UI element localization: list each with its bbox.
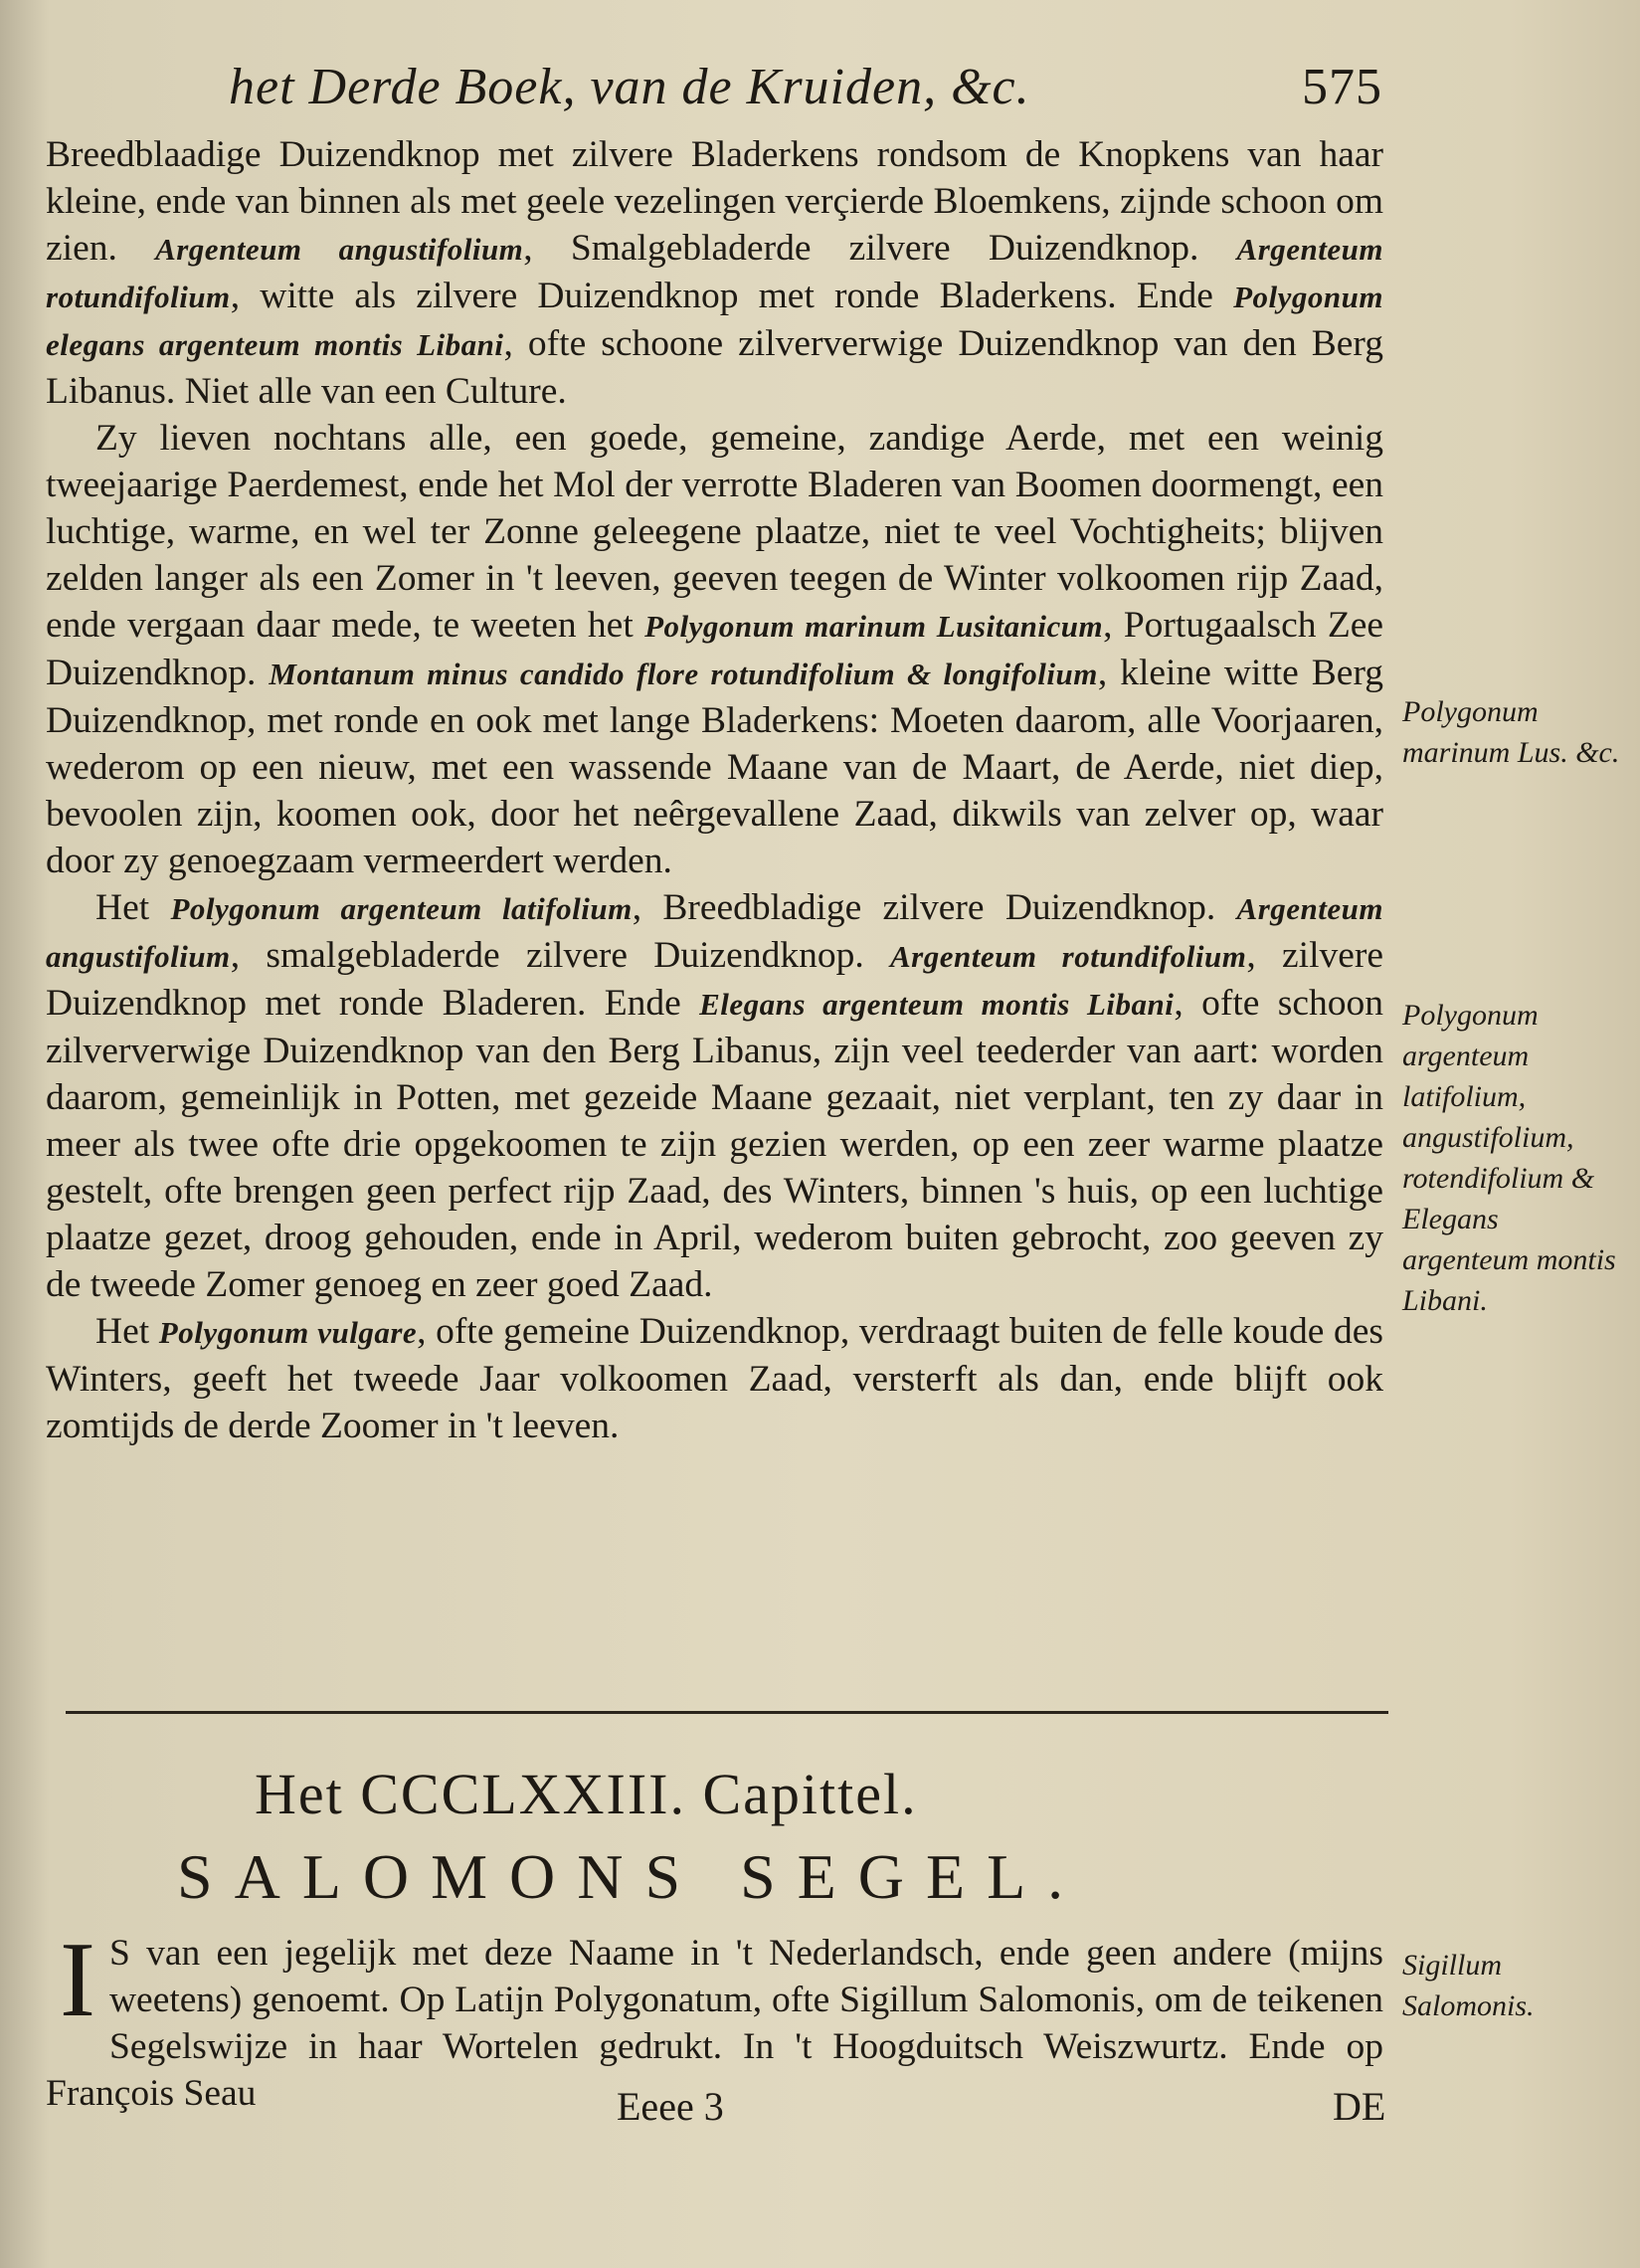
- latin-term: Montanum minus candido flore rotundifolium & longifolium: [269, 657, 1098, 691]
- text-run: , Smalgebladerde zilvere Duizendknop.: [523, 228, 1237, 269]
- margin-note-2: Polygonum argenteum latifolium, angustifolium, rotendifolium & Elegans argenteum montis Libani.: [1402, 999, 1616, 1317]
- latin-term: Polygonum argenteum latifolium: [170, 891, 633, 926]
- chapter-heading: Het CCCLXXIII. Capittel.: [255, 1762, 918, 1826]
- header-title: het Derde Boek, van de Kruiden, &c.: [229, 59, 1030, 115]
- page-number: 575: [1302, 59, 1382, 115]
- latin-term: Polygonum elegans argenteum montis Libani: [46, 280, 1383, 362]
- latin-term: Argenteum angustifolium: [46, 891, 1383, 974]
- margin-note-3: Sigillum Salomonis.: [1402, 1949, 1535, 2022]
- latin-term: Argenteum angustifolium: [155, 232, 524, 267]
- text-run: , witte als zilvere Duizendknop met ronde Bladerkens. Ende: [230, 276, 1234, 316]
- latin-term: Polygonum marinum Lusitanicum: [644, 609, 1104, 644]
- latin-term: Polygonum vulgare: [158, 1315, 418, 1350]
- text-run: Het: [95, 887, 171, 928]
- chapter-title: SALOMONS SEGEL.: [177, 1841, 1086, 1912]
- text-run: , ofte schoon zilververwige Duizendknop van den Berg Libanus, zijn veel teederder van aart: worden daarom, gemeinlijk in Potten, met gezeide Maane gezaait, niet verplant, ten zy daar in meer als twee ofte drie opgekoomen te zijn gezien werden, op een zeer warme plaatze gestelt, ofte brengen geen perfect rijp Zaad, des Winters, binnen 's huis, op een luchtige plaatze gezet, droog gehouden, ende in April, wederom buiten gebrocht, zoo geeven zy de tweede Zomer genoeg en zeer goed Zaad.: [46, 983, 1383, 1305]
- text-run: , Portugaalsch Zee Duizendknop.: [46, 605, 1384, 693]
- chapter-paragraph: S van een jegelijk met deze Naame in 't Nederlandsch, ende geen andere (mijns weetens) genoemt. Op Latijn Polygonatum, ofte Sigillum Salomonis, om de teikenen Segelswijze in haar Wortelen gedrukt. In 't Hoogduitsch Weiszwurtz. Ende op François Seau: [46, 1933, 1383, 2114]
- latin-term: Argenteum rotundifolium: [890, 939, 1247, 974]
- margin-note-1: Polygonum marinum Lus. &c.: [1402, 695, 1620, 769]
- text-run: , smalgebladerde zilvere Duizendknop.: [230, 935, 890, 976]
- latin-term: Argenteum rotundifolium: [46, 232, 1383, 314]
- paragraph-3: [46, 884, 1383, 1308]
- paragraph-2: [46, 415, 1383, 884]
- signature-mark: Eeee 3: [617, 2084, 724, 2129]
- main-text: [46, 131, 1383, 1449]
- drop-cap: I: [60, 1921, 95, 2039]
- latin-term: Elegans argenteum montis Libani: [699, 987, 1175, 1022]
- catchword: DE: [1333, 2084, 1386, 2129]
- paragraph-1: [46, 131, 1383, 415]
- text-run: Zy lieven nochtans alle, een goede, gemeine, zandige Aerde, met een weinig tweejaarige Paerdemest, ende het Mol der verrotte Bladeren van Boomen doormengt, een luchtige, warme, en wel ter Zonne geleegene plaatze, niet te veel Vochtigheits; blijven zelden langer als een Zomer in 't leeven, geeven teegen de Winter volkoomen rijp Zaad, ende vergaan daar mede, te weeten het: [46, 418, 1383, 646]
- text-run: , kleine witte Berg Duizendknop, met ronde en ook met lange Bladerkens: Moeten daarom, alle Voorjaaren, wederom op een nieuw, met een wassende Maane van de Maart, de Aerde, niet diep, bevoolen zijn, koomen ook, door het neêrgevallene Zaad, dikwils van zelver op, waar door zy genoegzaam vermeerdert werden.: [46, 653, 1384, 881]
- text-run: , ofte gemeine Duizendknop, verdraagt buiten de felle koude des Winters, geeft het tweede Jaar volkoomen Zaad, versterft als dan, ende blijft ook zomtijds de derde Zoomer in 't leeven.: [46, 1311, 1383, 1446]
- text-run: Breedblaadige Duizendknop met zilvere Bladerkens rondsom de Knopkens van haar kleine, ende van binnen als met geele vezelingen verçierde Bloemkens, zijnde schoon om zien.: [46, 134, 1383, 269]
- text-run: , zilvere Duizendknop met ronde Bladeren. Ende: [46, 935, 1384, 1024]
- paragraph-4: [46, 1308, 1383, 1449]
- text-run: , ofte schoone zilververwige Duizendknop van den Berg Libanus. Niet alle van een Culture.: [46, 323, 1383, 412]
- section-divider: [66, 1711, 1388, 1714]
- text-run: , Breedbladige zilvere Duizendknop.: [632, 887, 1237, 928]
- running-header: [229, 58, 1382, 116]
- text-run: Het: [95, 1311, 159, 1352]
